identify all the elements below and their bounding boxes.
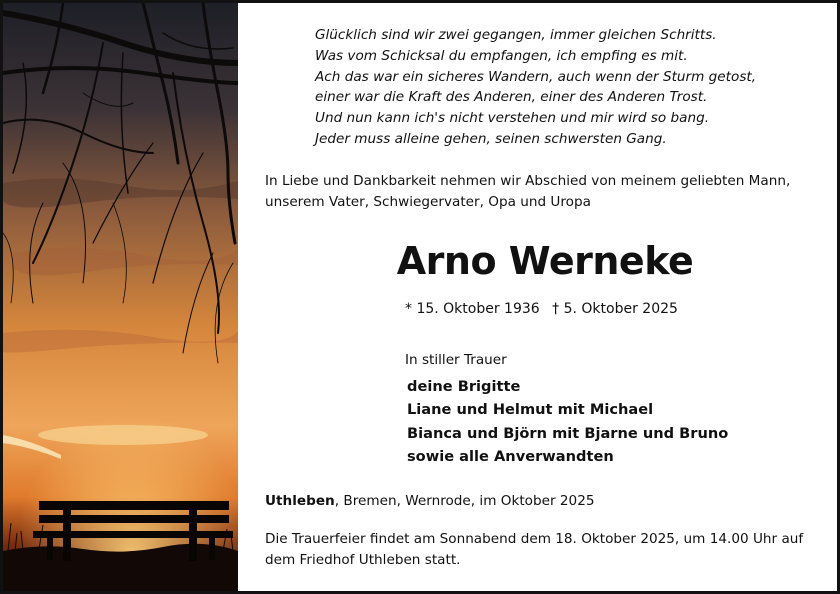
poem-line: Und nun kann ich's nicht verstehen und mir wird so bang. <box>315 110 710 127</box>
place-rest: , Bremen, Wernrode, im Oktober 2025 <box>334 493 595 509</box>
birth-date: * 15. Oktober 1936 <box>405 301 540 317</box>
poem-line: Ach das war ein sicheres Wandern, auch wenn der Sturm getost, <box>315 68 757 85</box>
mourner-name: Bianca und Björn mit Bjarne und Bruno <box>407 424 729 442</box>
poem-line: Was vom Schicksal du empfangen, ich empfing es mit. <box>315 47 688 64</box>
poem-line: Jeder muss alleine gehen, seinen schwersten Gang. <box>315 130 667 147</box>
mourner-name: Liane und Helmut mit Michael <box>407 401 654 419</box>
poem <box>315 25 815 150</box>
intro-text: In Liebe und Dankbarkeit nehmen wir Abschied von meinem geliebten Mann, unserem Vater, Schwiegervater, Opa und Uropa <box>265 173 791 210</box>
sunset-bench-photo <box>3 3 238 591</box>
life-dates <box>405 301 686 317</box>
deceased-name: Arno Werneke <box>396 239 694 283</box>
place-town: Uthleben <box>265 493 335 509</box>
funeral-info: Die Trauerfeier findet am Sonnabend dem 18. Oktober 2025, um 14.00 Uhr auf dem Friedhof Uthleben statt. <box>265 531 804 568</box>
mourner-name: deine Brigitte <box>407 378 521 395</box>
mourners-list <box>407 375 728 469</box>
mourning-label: In stiller Trauer <box>405 352 507 368</box>
place-and-date <box>265 493 595 509</box>
poem-line: einer war die Kraft des Anderen, einer des Anderen Trost. <box>315 89 708 106</box>
death-date: † 5. Oktober 2025 <box>552 301 678 317</box>
poem-line: Glücklich sind wir zwei gegangen, immer gleichen Schritts. <box>315 27 717 43</box>
mourner-name: sowie alle Anverwandten <box>407 448 614 466</box>
